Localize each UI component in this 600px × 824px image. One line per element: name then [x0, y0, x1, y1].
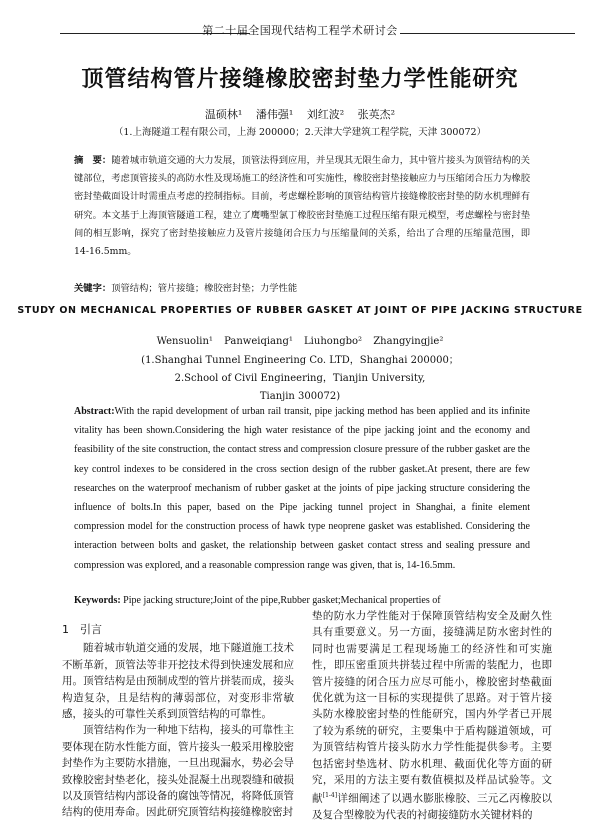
keywords-cn-text: 顶管结构；管片接缝；橡胶密封垫；力学性能: [111, 283, 298, 294]
body-column-right: [312, 608, 552, 824]
body-paragraph: [312, 608, 552, 824]
authors-cn: [0, 106, 600, 122]
paper-title-cn: 顶管结构管片接缝橡胶密封垫力学性能研究: [81, 67, 519, 92]
keywords-cn-label: 关键字：: [74, 283, 112, 294]
keywords-en-text: Pipe jacking structure;Joint of the pipe,Rubber gasket;Mechanical properties of: [123, 595, 441, 606]
authors-en: Wensuolin¹ Panweiqiang¹ Liuhongbo² Zhangyingjie²: [156, 336, 444, 347]
keywords-en: [74, 595, 544, 606]
abstract-cn-label: 摘 要：: [74, 155, 112, 166]
affiliation-en-line: (1.Shanghai Tunnel Engineering Co. LTD，Shanghai 200000；2.School of Civil Engineering，Tianjin University,: [141, 355, 459, 384]
conference-header: 第二十届全国现代结构工程学术研讨会: [202, 24, 398, 37]
abstract-en-label: Abstract:: [74, 406, 115, 417]
citation: [1-4]: [322, 792, 338, 800]
body-text: 垫的防水力学性能对于保障顶管结构安全及耐久性具有重要意义。另一方面，接缝满足防水密封性的同时也需要满足工程现场施工的经济性和可实施性，即压密重顶共拼装过程中所需的装配力，也即管片接缝的闭合压力应尽可能小，橡胶密封垫截面优化就为这一目标的实现提供了思路。对于管片接头防水橡胶密封垫的性能研究，国内外学者已开展了较为系统的研究，主要集中于盾构隧道领域，可为顶管结构管片接头防水力学性能提供参考。主要包括密封垫选材、防水机理、截面优化等方面的研究，采用的方法主要有数值模拟及样品试验等。文献: [312, 610, 552, 805]
author-cn: 张英杰²: [357, 108, 396, 121]
affiliation-en: [120, 352, 480, 406]
keywords-en-label: Keywords:: [74, 595, 121, 606]
body-column-left: [62, 622, 294, 821]
paper-title-en: STUDY ON MECHANICAL PROPERTIES OF RUBBER GASKET AT JOINT OF PIPE JACKING STRUCTURE: [17, 305, 583, 316]
body-paragraph: 随着城市轨道交通的发展，地下隧道施工技术不断革新，顶管法等非开挖技术得到快速发展和应用。顶管结构是由预制成型的管片拼装而成，接头构造复杂，且是结构的薄弱部位，对变形非常敏感，接头的可靠性关系到顶管结构的可靠性。: [62, 642, 294, 721]
section-heading: 1 引言: [62, 623, 102, 636]
header-rule-right: [400, 33, 575, 34]
author-cn: 温硕林¹: [204, 108, 243, 121]
affiliation-en-line: Tianjin 300072): [259, 391, 341, 402]
body-text: 详细阐述了以遇水膨胀橡胶、三元乙丙橡胶以及复合型橡胶为代表的衬砌接缝防水关键材料的: [312, 792, 553, 822]
keywords-cn: [74, 280, 530, 294]
abstract-en-text: With the rapid development of urban rail transit, pipe jacking method has been applied and its infinite vitality has been shown.Considering the high water resistance of the pipe jacking joint and the economy and feasibility of the site construction, the contact stress and compression closure pressure of the rubber gasket are the key control indexes to be considered in the cross section design of the rubber gasket.At present, there are few researches on the waterproof mechanism of rubber gasket at the joints of pipe jacking structure considering the influence of bolts.In this paper, based on the Pipe jacking tunnel project in Shanghai, a finite element compression model for the construction process of hawk type neoprene gasket was established. Considering the interaction between bolts and gasket, the relationship between gasket contact stress and sealing pressure and compression was explored, and a reasonable compression range was given, that is, 14-16.5mm.: [74, 406, 530, 571]
author-cn: 刘红波²: [306, 108, 345, 121]
affiliation-cn: （1.上海隧道工程有限公司，上海 200000；2.天津大学建筑工程学院，天津 300072）: [113, 127, 487, 138]
abstract-cn-text: 随着城市轨道交通的大力发展，顶管法得到应用，并呈现其无限生命力，其中管片接头为顶管结构的关键部位，考虑顶管接头的高防水性及现场施工的经济性和可实施性，橡胶密封垫接触应力与压缩闭合压力为橡胶密封垫截面设计时需重点考虑的控制指标。目前，考虑螺栓影响的顶管结构管片接缝橡胶密封垫的防水机理鲜有研究。本文基于上海顶管隧道工程，建立了鹰嘴型氯丁橡胶密封垫施工过程压缩有限元模型，考虑螺栓与密封垫间的相互影响，探究了密封垫接触应力及管片接缝闭合压力与压缩量间的关系，给出了合理的压缩量范围，即 14-16.5mm。: [74, 155, 530, 258]
abstract-cn: [74, 152, 530, 261]
abstract-en: [74, 402, 530, 575]
author-cn: 潘伟强¹: [255, 108, 294, 121]
body-paragraph: 顶管结构作为一种地下结构，接头的可靠性主要体现在防水性能方面，管片接头一般采用橡胶密封垫作为主要防水措施，一旦出现漏水，势必会导致橡胶密封垫老化，接头处混凝土出现裂缝和破损以及顶管结构内部设备的腐蚀等情况，将降低顶管结构的使用寿命。因此研究顶管结构接缝橡胶密封: [62, 724, 294, 819]
